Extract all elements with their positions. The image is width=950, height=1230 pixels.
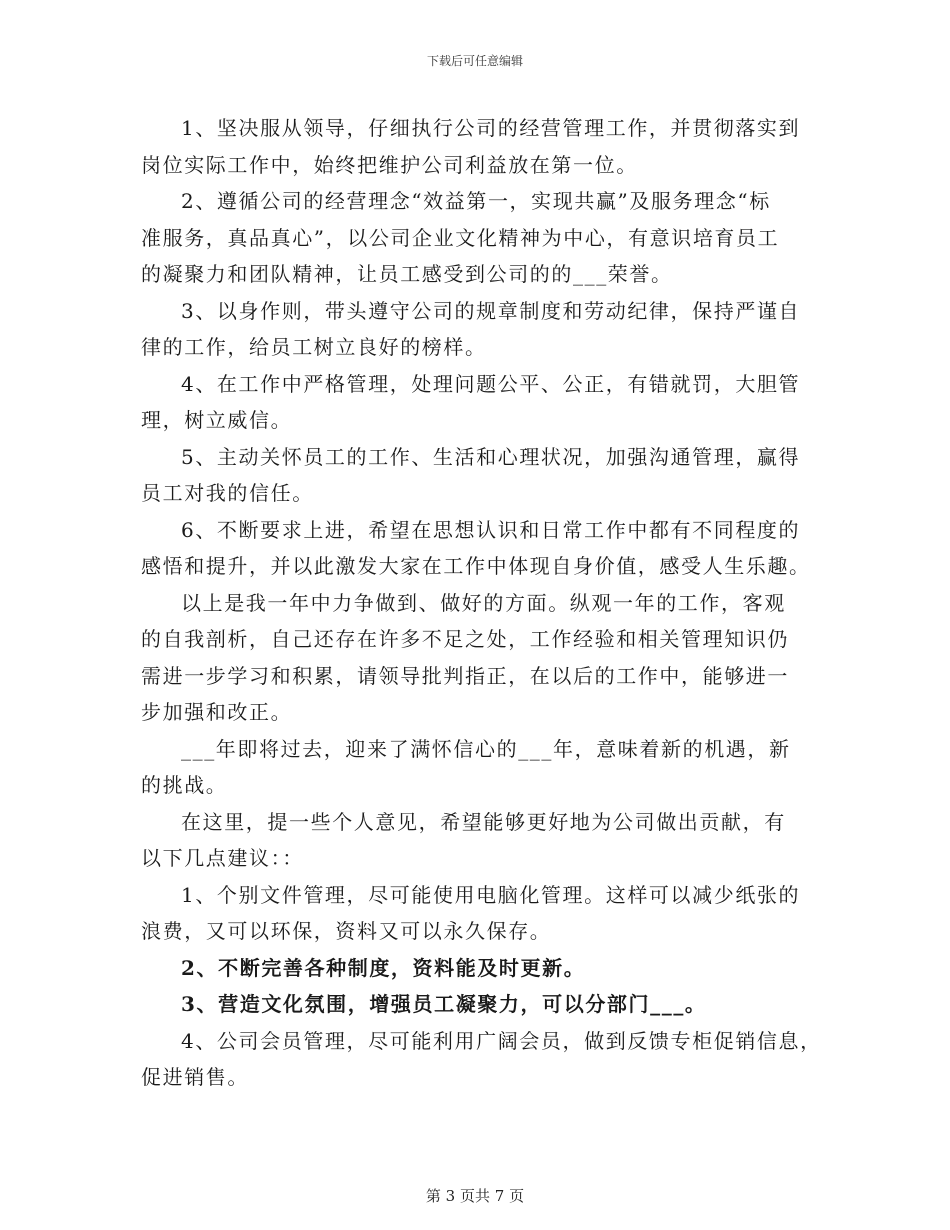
paragraph-line: 以上是我一年中力争做到、做好的方面。纵观一年的工作，客观 bbox=[181, 590, 786, 615]
paragraph-line: 在这里，提一些个人意见，希望能够更好地为公司做出贡献，有 bbox=[181, 809, 786, 834]
paragraph-line: 3、以身作则，带头遵守公司的规章制度和劳动纪律，保持严谨自 bbox=[181, 298, 801, 323]
document-body bbox=[141, 110, 821, 1096]
paragraph-8 bbox=[141, 731, 821, 804]
paragraph-line: 4、在工作中严格管理，处理问题公平、公正，有错就罚，大胆管 bbox=[181, 371, 801, 396]
paragraph-line: 岗位实际工作中，始终把维护公司利益放在第一位。 bbox=[141, 152, 638, 177]
page-footer: 第 3 页共 7 页 bbox=[425, 1187, 525, 1205]
paragraph-line: 的凝聚力和团队精神，让员工感受到公司的的___荣誉。 bbox=[141, 262, 673, 286]
paragraph-line: 3、营造文化氛围，增强员工凝聚力，可以分部门___。 bbox=[181, 992, 707, 1016]
paragraph-line: 感悟和提升，并以此激发大家在工作中体现自身价值，感受人生乐趣。 bbox=[141, 554, 811, 578]
paragraph-line: 准服务，真品真心”，以公司企业文化精神为中心，有意识培育员工 bbox=[141, 225, 780, 250]
paragraph-1 bbox=[141, 110, 821, 183]
paragraph-line: 4、公司会员管理，尽可能利用广阔会员，做到反馈专柜促销信息， bbox=[181, 1028, 822, 1053]
paragraph-2 bbox=[141, 183, 821, 293]
page-header: 下载后可任意编辑 bbox=[426, 54, 523, 68]
paragraph-line: 2、不断完善各种制度，资料能及时更新。 bbox=[181, 955, 586, 980]
paragraph-line: 的挑战。 bbox=[141, 773, 228, 797]
paragraph-9 bbox=[141, 804, 821, 877]
paragraph-line: 的自我剖析，自己还存在许多不足之处，工作经验和相关管理知识仍 bbox=[141, 627, 789, 651]
paragraph-line: ___年即将过去，迎来了满怀信心的___年，意味着新的机遇，新 bbox=[181, 736, 791, 761]
paragraph-3 bbox=[141, 293, 821, 366]
paragraph-12 bbox=[141, 986, 821, 1023]
paragraph-line: 6、不断要求上进，希望在思想认识和日常工作中都有不同程度的 bbox=[181, 517, 801, 542]
paragraph-6 bbox=[141, 512, 821, 585]
paragraph-line: 浪费，又可以环保，资料又可以永久保存。 bbox=[141, 919, 552, 943]
paragraph-4 bbox=[141, 366, 821, 439]
paragraph-11 bbox=[141, 950, 821, 987]
paragraph-line: 员工对我的信任。 bbox=[141, 481, 314, 505]
paragraph-line: 以下几点建议：： bbox=[141, 846, 304, 870]
paragraph-7 bbox=[141, 585, 821, 731]
paragraph-line: 促进销售。 bbox=[141, 1065, 249, 1089]
paragraph-line: 需进一步学习和积累，请领导批判指正，在以后的工作中，能够进一 bbox=[141, 663, 789, 688]
paragraph-13 bbox=[141, 1023, 821, 1096]
paragraph-5 bbox=[141, 439, 821, 512]
paragraph-line: 理，树立威信。 bbox=[141, 408, 293, 432]
paragraph-10 bbox=[141, 877, 821, 950]
paragraph-line: 1、个别文件管理，尽可能使用电脑化管理。这样可以减少纸张的 bbox=[181, 882, 801, 907]
paragraph-line: 5、主动关怀员工的工作、生活和心理状况，加强沟通管理，赢得 bbox=[181, 444, 801, 469]
paragraph-line: 步加强和改正。 bbox=[141, 700, 293, 724]
paragraph-line: 律的工作，给员工树立良好的榜样。 bbox=[141, 335, 487, 359]
paragraph-line: 2、遵循公司的经营理念“效益第一，实现共赢”及服务理念“标 bbox=[181, 189, 771, 213]
paragraph-line: 1、坚决服从领导，仔细执行公司的经营管理工作，并贯彻落实到 bbox=[181, 116, 801, 140]
